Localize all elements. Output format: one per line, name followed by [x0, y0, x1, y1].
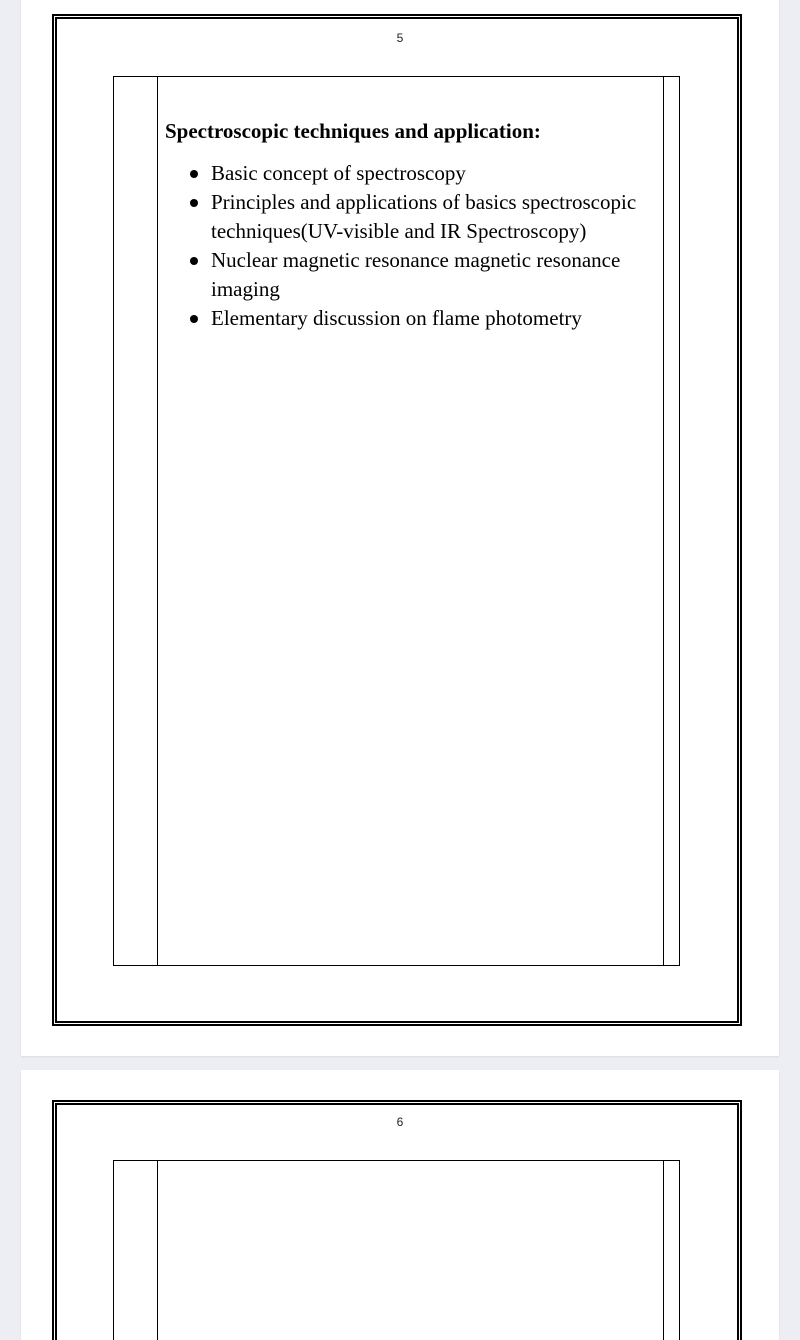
table-left-column	[114, 77, 158, 965]
bullet-icon	[190, 257, 198, 265]
list-item	[211, 304, 651, 333]
document-page	[21, 1070, 779, 1340]
list-item-text: Basic concept of spectroscopy	[211, 161, 466, 185]
list-item	[211, 188, 651, 246]
page-number: 6	[396, 1115, 404, 1129]
list-item-text: Elementary discussion on flame photometry	[211, 306, 582, 330]
table-main-column	[158, 1161, 663, 1340]
page-number: 5	[396, 31, 404, 45]
bullet-icon	[190, 315, 198, 323]
table-right-column	[663, 1161, 679, 1340]
list-item-text: Nuclear magnetic resonance magnetic resonance imaging	[211, 248, 621, 301]
list-item	[211, 246, 651, 304]
list-item-text: Principles and applications of basics spectroscopic techniques(UV-visible and IR Spectroscopy)	[211, 190, 637, 243]
section-title: Spectroscopic techniques and application:	[165, 119, 541, 143]
table-right-column	[663, 77, 679, 965]
bullet-icon	[190, 170, 198, 178]
list-item	[211, 159, 651, 188]
bullet-icon	[190, 199, 198, 207]
bullet-list	[211, 159, 651, 333]
document-page	[21, 0, 779, 1056]
content-table	[113, 76, 680, 966]
table-main-column	[158, 77, 663, 965]
content-table	[113, 1160, 680, 1340]
table-left-column	[114, 1161, 158, 1340]
